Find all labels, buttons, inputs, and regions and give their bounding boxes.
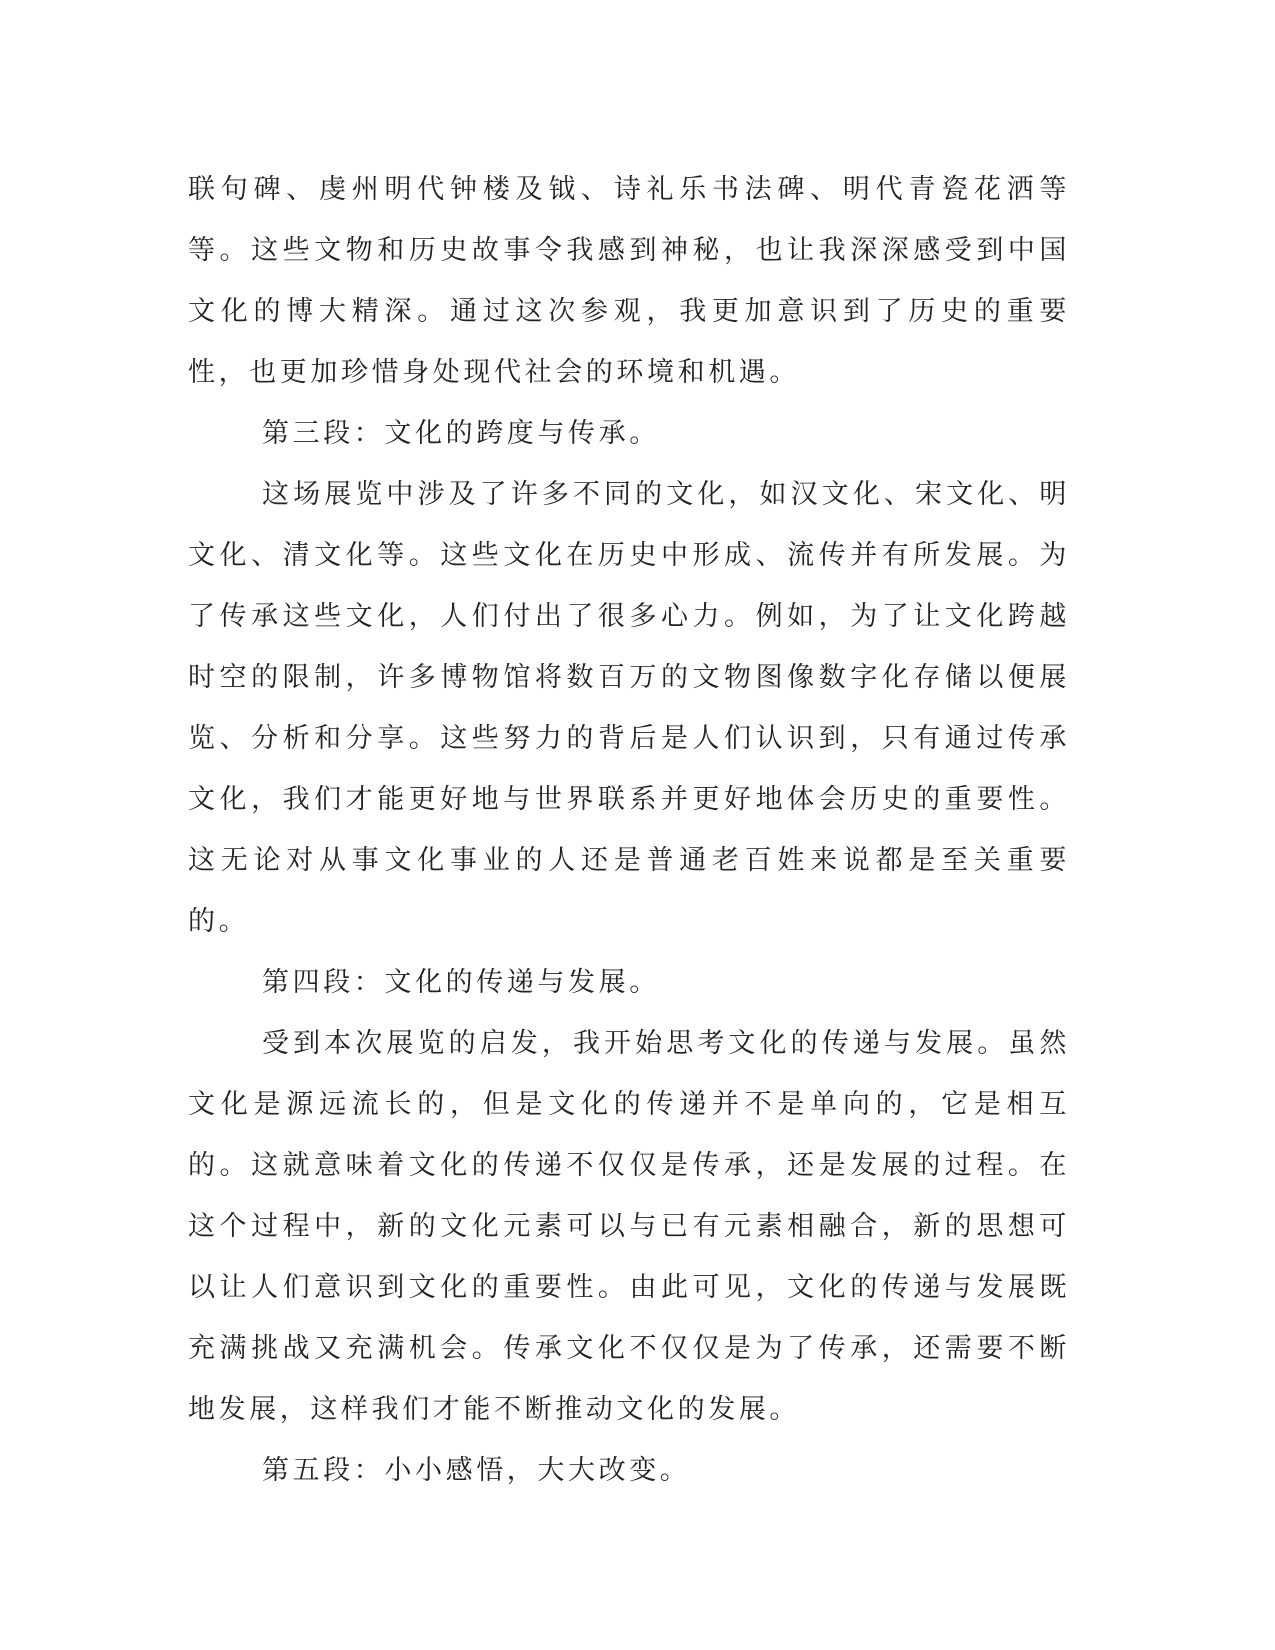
paragraph-section-3: 这场展览中涉及了许多不同的文化，如汉文化、宋文化、明文化、清文化等。这些文化在历史中形成、流传并有所发展。为了传承这些文化，人们付出了很多心力。例如，为了让文化跨越时空的限制，许多博物馆将数百万的文物图像数字化存储以便展览、分析和分享。这些努力的背后是人们认识到，只有通过传承文化，我们才能更好地与世界联系并更好地体会历史的重要性。这无论对从事文化事业的人还是普通老百姓来说都是至关重要的。 (188, 479, 1070, 937)
section-heading-3: 第三段：文化的跨度与传承。 (262, 418, 660, 449)
section-heading-5: 第五段：小小感悟，大大改变。 (262, 1455, 691, 1486)
document-body (188, 159, 1070, 1501)
paragraph-continued: 联句碑、虔州明代钟楼及钺、诗礼乐书法碑、明代青瓷花洒等等。这些文物和历史故事令我感到神秘，也让我深深感受到中国文化的博大精深。通过这次参观，我更加意识到了历史的重要性，也更加珍惜身处现代社会的环境和机遇。 (188, 174, 1070, 388)
paragraph-section-4: 受到本次展览的启发，我开始思考文化的传递与发展。虽然文化是源远流长的，但是文化的传递并不是单向的，它是相互的。这就意味着文化的传递不仅仅是传承，还是发展的过程。在这个过程中，新的文化元素可以与已有元素相融合，新的思想可以让人们意识到文化的重要性。由此可见，文化的传递与发展既充满挑战又充满机会。传承文化不仅仅是为了传承，还需要不断地发展，这样我们才能不断推动文化的发展。 (188, 1028, 1070, 1425)
section-heading-4: 第四段：文化的传递与发展。 (262, 967, 660, 998)
